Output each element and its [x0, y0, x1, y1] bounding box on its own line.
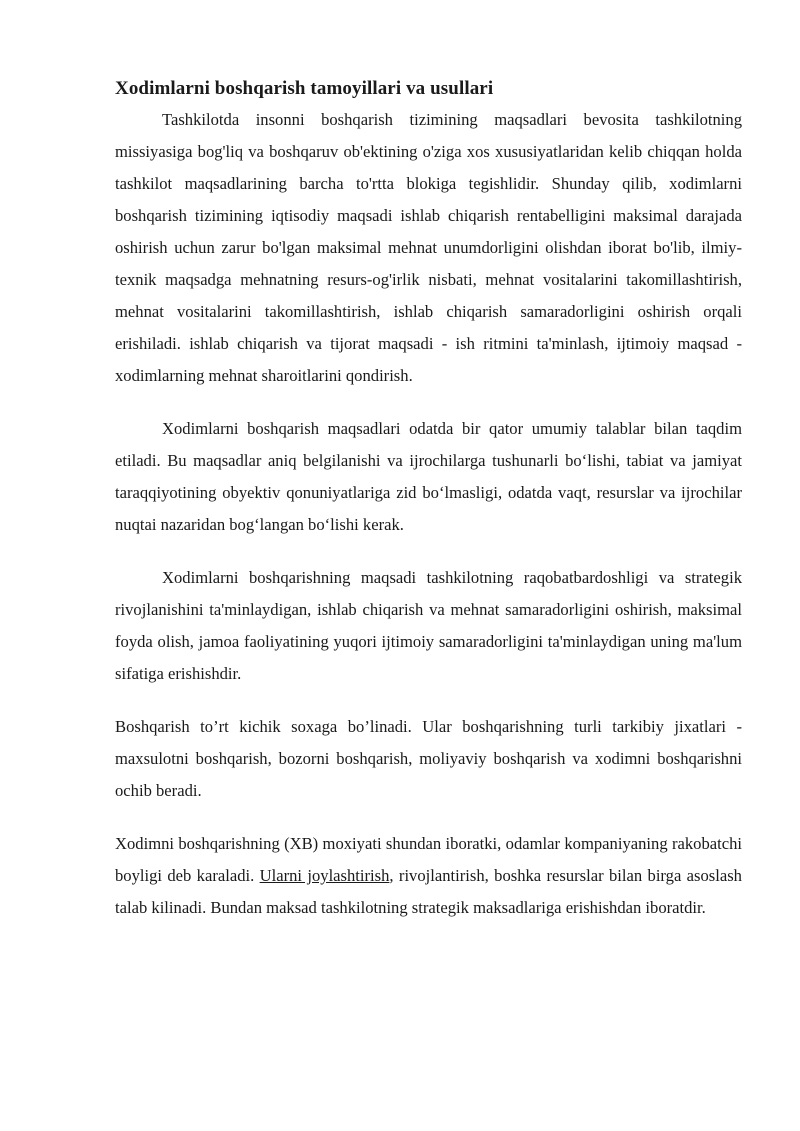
paragraph-5: [115, 828, 742, 924]
underlined-phrase: Ularni joylashtirish: [259, 866, 390, 885]
document-body: [115, 78, 742, 924]
paragraph-4: Boshqarish to’rt kichik soxaga bo’linadi. Ular boshqarishning turli tarkibiy jixatlari - maxsulotni boshqarish, bozorni boshqarish, moliyaviy boshqarish va xodimni boshqarishni ochib beradi.: [115, 717, 742, 800]
paragraph-5-text-after: , rivojlantirish, boshka resurslar bilan birga asoslash talab kilinadi. Bundan maksad tashkilotning strategik maksadlariga erishishdan iboratdir.: [115, 866, 742, 917]
paragraph-2: Xodimlarni boshqarish maqsadlari odatda bir qator umumiy talablar bilan taqdim etiladi. Bu maqsadlar aniq belgilanishi va ijrochilarga tushunarli bo‘lishi, tabiat va jamiyat taraqqiyotining obyektiv qonuniyatlariga zid bo‘lmasligi, odatda vaqt, resurslar va ijrochilar nuqtai nazaridan bog‘langan bo‘lishi kerak.: [115, 419, 742, 534]
paragraph-1: Tashkilotda insonni boshqarish tizimining maqsadlari bevosita tashkilotning missiyasiga bog'liq va boshqaruv ob'ektining o'ziga xos xususiyatlaridan kelib chiqqan holda tashkilot maqsadlarining barcha to'rtta blokiga tegishlidir. Shunday qilib, xodimlarni boshqarish tizimining iqtisodiy maqsadi ishlab chiqarish rentabelligini maksimal darajada oshirish uchun zarur bo'lgan maksimal mehnat unumdorligini olishdan iborat bo'lib, ilmiy-texnik maqsadga mehnatning resurs-og'irlik nisbati, mehnat vositalarini takomillashtirish, mehnat vositalarini takomillashtirish, ishlab chiqarish samaradorligini oshirish orqali erishiladi. ishlab chiqarish va tijorat maqsadi - ish ritmini ta'minlash, ijtimoiy maqsad - xodimlarning mehnat sharoitlarini qondirish.: [115, 110, 742, 385]
document-title: Xodimlarni boshqarish tamoyillari va usullari: [115, 78, 494, 99]
paragraph-3: Xodimlarni boshqarishning maqsadi tashkilotning raqobatbardoshligi va strategik rivojlanishini ta'minlaydigan, ishlab chiqarish va mehnat samaradorligini oshirish, maksimal foyda olish, jamoa faoliyatining yuqori ijtimoiy samaradorligini ta'minlaydigan uning ma'lum sifatiga erishishdir.: [115, 568, 742, 683]
paragraph-5-text-before: Xodimni boshqarishning (XB) moxiyati shundan iboratki, odamlar kompaniyaning rakobatchi boyligi deb karaladi.: [115, 834, 742, 885]
